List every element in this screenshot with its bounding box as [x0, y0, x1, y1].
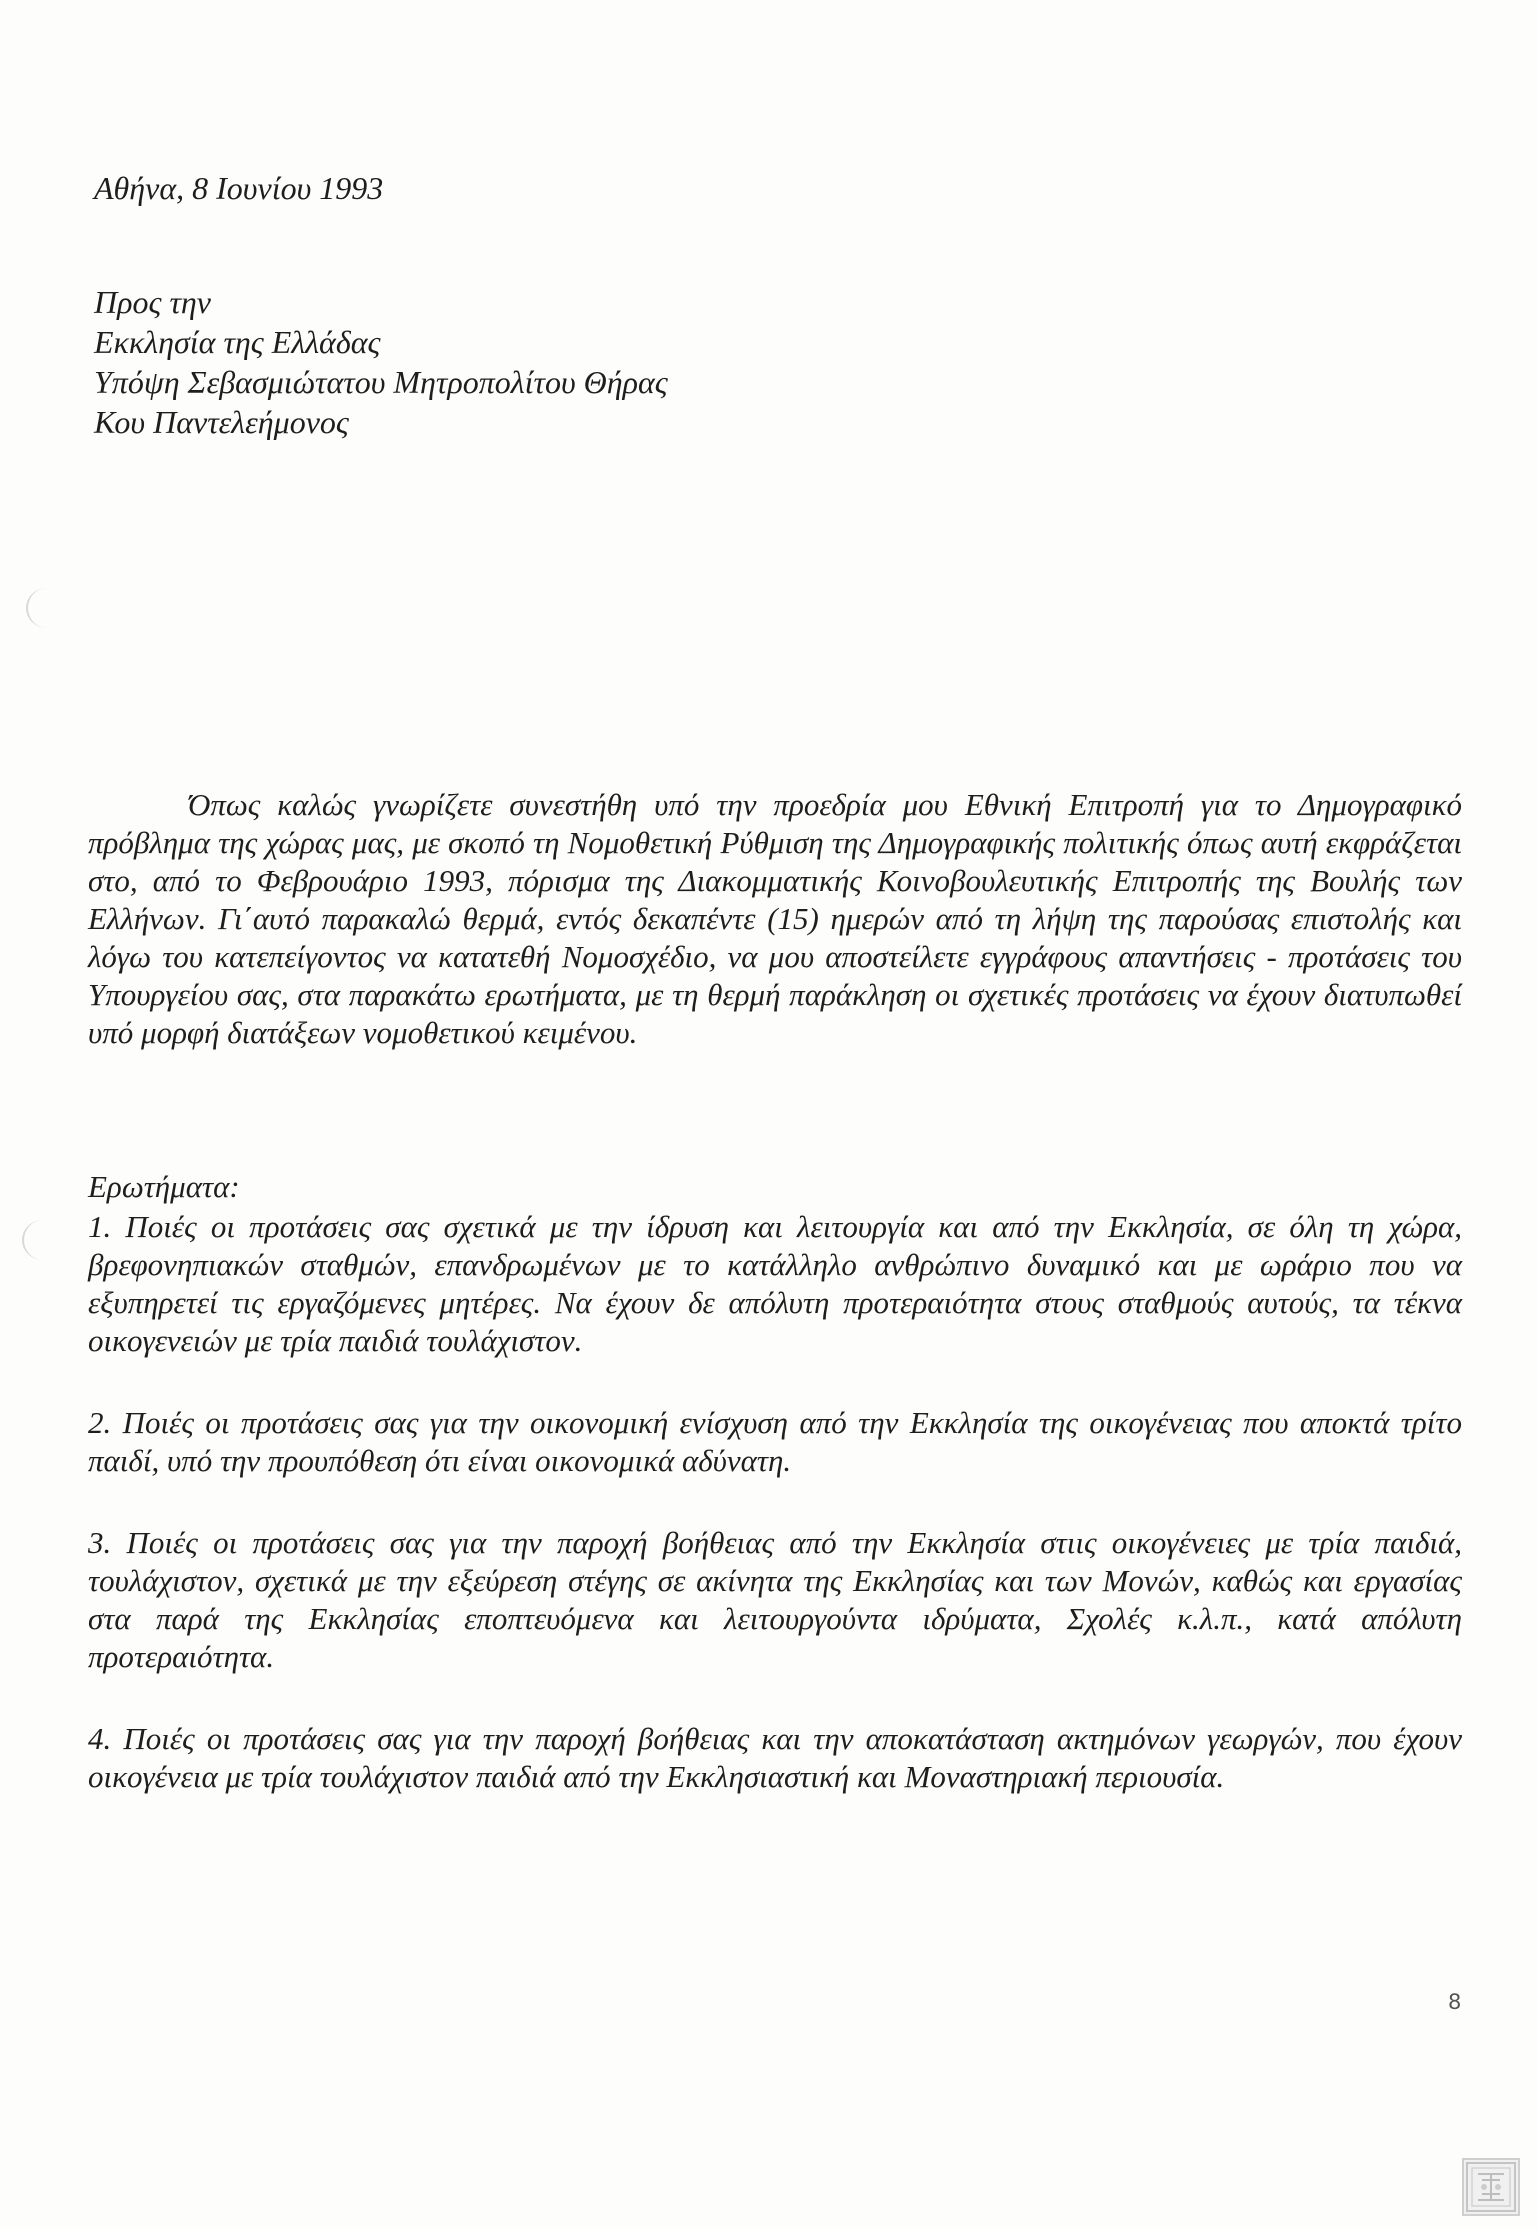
question-item: 3. Ποιές οι προτάσεις σας για την παροχή βοήθειας από την Εκκλησία στιις οικογένειες με τρία παιδιά, τουλάχιστον, σχετικά με την εξεύρεση στέγης σε ακίνητα της Εκκλησίας και των Μονών, καθώς και εργασίας στα παρά της Εκκλησίας εποπτευόμενα και λειτουργούντα ιδρύματα, Σχολές κ.λ.π., κατά απόλυτη προτεραιότητα. [88, 1525, 1462, 1674]
recipient-block [94, 282, 668, 442]
recipient-line: Εκκλησία της Ελλάδας [94, 324, 381, 360]
archive-seal-icon [1462, 2158, 1520, 2216]
punch-hole-mark [22, 1220, 64, 1260]
recipient-line: Προς την [94, 284, 211, 320]
intro-paragraph: Όπως καλώς γνωρίζετε συνεστήθη υπό την προεδρία μου Εθνική Επιτροπή για το Δημογραφικό πρόβλημα της χώρας μας, με σκοπό τη Νομοθετική Ρύθμιση της Δημογραφικής πολιτικής όπως αυτή εκφράζεται στο, από το Φεβρουάριο 1993, πόρισμα της Διακομματικής Κοινοβουλευτικής Επιτροπής της Βουλής των Ελλήνων. Γι΄αυτό παρακαλώ θερμά, εντός δεκαπέντε (15) ημερών από τη λήψη της παρούσας επιστολής και λόγω του κατεπείγοντος να κατατεθή Νομοσχέδιο, να μου αποστείλετε εγγράφους απαντήσεις - προτάσεις του Υπουργείου σας, στα παρακάτω ερωτήματα, με τη θερμή παράκληση οι σχετικές προτάσεις να έχουν διατυπωθεί υπό μορφή διατάξεων νομοθετικού κειμένου. [88, 787, 1462, 1050]
recipient-line: Υπόψη Σεβασμιώτατου Μητροπολίτου Θήρας [94, 364, 668, 400]
letter-date: Αθήνα, 8 Ιουνίου 1993 [94, 170, 384, 206]
question-item: 4. Ποιές οι προτάσεις σας για την παροχή βοήθειας και την αποκατάσταση ακτημόνων γεωργών, που έχουν οικογένεια με τρία τουλάχιστον παιδιά από την Εκκλησιαστική και Μοναστηριακή περιουσία. [88, 1721, 1462, 1794]
question-item: 1. Ποιές οι προτάσεις σας σχετικά με την ίδρυση και λειτουργία και από την Εκκλησία, σε όλη τη χώρα, βρεφονηπιακών σταθμών, επανδρωμένων με το κατάλληλο ανθρώπινο δυναμικό και με ωράριο που να εξυπηρετεί τις εργαζόμενες μητέρες. Να έχουν δε απόλυτη προτεραιότητα στους σταθμούς αυτούς, τα τέκνα οικογενειών με τρία παιδιά τουλάχιστον. [88, 1209, 1462, 1358]
questions-heading: Ερωτήματα: [88, 1169, 240, 1204]
question-item: 2. Ποιές οι προτάσεις σας για την οικονομική ενίσχυση από την Εκκλησία της οικογένειας που αποκτά τρίτο παιδί, υπό την προυπόθεση ότι είναι οικονομικά αδύνατη. [88, 1405, 1462, 1478]
page-number: 8 [1448, 1990, 1462, 2014]
punch-hole-mark [26, 588, 68, 628]
recipient-line: Κου Παντελεήμονος [94, 404, 349, 440]
